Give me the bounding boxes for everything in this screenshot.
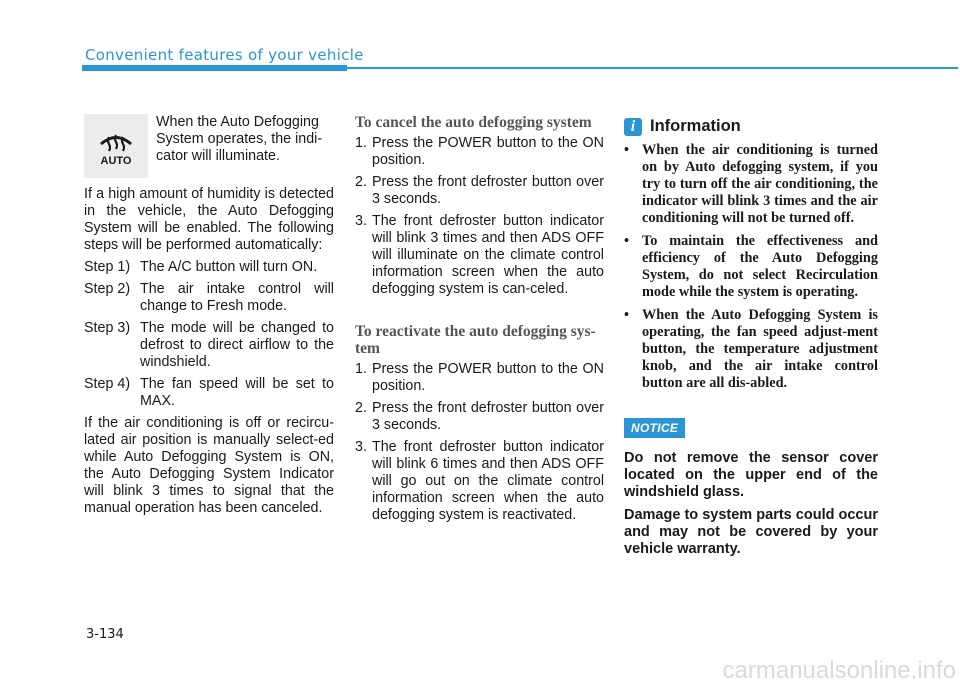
information-title: Information (650, 117, 741, 135)
manual-override-paragraph: If the air conditioning is off or recircu-lated air position is manually select-ed while Auto Defogging System is ON, the Auto Defogging System Indicator will blink 3 times to signal that the manual operation has been canceled. (84, 415, 334, 516)
svg-text:AUTO: AUTO (100, 155, 132, 167)
bullet-text: When the Auto Defogging System is operating, the fan speed adjust-ment button, the temperature adjustment knob, and the air intake control button are all dis-abled. (642, 307, 878, 391)
list-item (355, 135, 604, 169)
reactivate-steps (355, 361, 604, 524)
right-column (624, 117, 878, 564)
left-column (84, 186, 334, 522)
bullet-text: When the air conditioning is turned on by Auto defogging system, if you try to turn off the air conditioning, the indicator will blink 3 times and the air conditioning will not be turned off. (642, 142, 878, 226)
reactivate-heading: To reactivate the auto defogging sys-tem (355, 323, 596, 357)
header-rule (82, 67, 958, 69)
bullet-icon: • (624, 233, 630, 249)
step-text: The A/C button will turn ON. (140, 259, 318, 275)
humidity-paragraph: If a high amount of humidity is detected in the vehicle, the Auto Defogging System will be enabled. The following steps will be performed automatically: (84, 186, 334, 253)
list-item (355, 400, 604, 434)
step-label: Step 1) (84, 259, 131, 275)
step-text: The mode will be changed to defrost to direct airflow to the windshield. (140, 320, 334, 370)
notice-paragraph: Do not remove the sensor cover located on the upper end of the windshield glass. (624, 450, 878, 500)
indicator-description: When the Auto Defogging System operates, the indi-cator will illuminate. (156, 114, 323, 164)
step-text: The air intake control will change to Fresh mode. (140, 281, 334, 314)
section-title: Convenient features of your vehicle (85, 46, 364, 64)
cancel-heading: To cancel the auto defogging system (355, 114, 592, 131)
list-item (624, 307, 878, 392)
info-icon: i (624, 118, 642, 136)
middle-column (355, 114, 604, 529)
item-number: 2. (355, 400, 367, 416)
watermark: carmanualsonline.info (722, 657, 956, 684)
list-item (355, 174, 604, 208)
auto-defog-indicator-icon (84, 114, 148, 178)
information-header (624, 117, 878, 136)
bullet-text: To maintain the effectiveness and efficiency of the Auto Defogging System, do not select Recirculation mode while the system is operating. (642, 233, 878, 300)
item-text: The front defroster button indicator will blink 3 times and then ADS OFF will illuminate on the climate control information screen when the auto defogging system is can-celed. (372, 213, 604, 297)
item-number: 3. (355, 439, 367, 455)
step-list (84, 259, 334, 410)
step-label: Step 4) (84, 376, 131, 392)
step-item (84, 281, 334, 315)
item-number: 1. (355, 135, 367, 151)
item-text: Press the front defroster button over 3 seconds. (372, 174, 604, 207)
page-number: 3-134 (86, 627, 124, 642)
bullet-icon: • (624, 307, 630, 323)
item-text: Press the front defroster button over 3 seconds. (372, 400, 604, 433)
notice-paragraph: Damage to system parts could occur and may not be covered by your vehicle warranty. (624, 507, 878, 557)
step-label: Step 3) (84, 320, 131, 336)
step-label: Step 2) (84, 281, 131, 297)
item-number: 1. (355, 361, 367, 377)
cancel-steps (355, 135, 604, 298)
information-bullets (624, 142, 878, 392)
item-text: Press the POWER button to the ON position. (372, 361, 604, 394)
item-text: Press the POWER button to the ON position. (372, 135, 604, 168)
step-item (84, 320, 334, 371)
list-item (355, 439, 604, 524)
notice-badge: NOTICE (624, 418, 685, 438)
list-item (355, 213, 604, 298)
step-text: The fan speed will be set to MAX. (140, 376, 334, 409)
list-item (355, 361, 604, 395)
item-number: 2. (355, 174, 367, 190)
item-number: 3. (355, 213, 367, 229)
list-item (624, 142, 878, 227)
list-item (624, 233, 878, 301)
step-item (84, 376, 334, 410)
item-text: The front defroster button indicator will blink 6 times and then ADS OFF will go out on the climate control information screen when the auto defogging system is reactivated. (372, 439, 604, 523)
step-item (84, 259, 334, 276)
bullet-icon: • (624, 142, 630, 158)
